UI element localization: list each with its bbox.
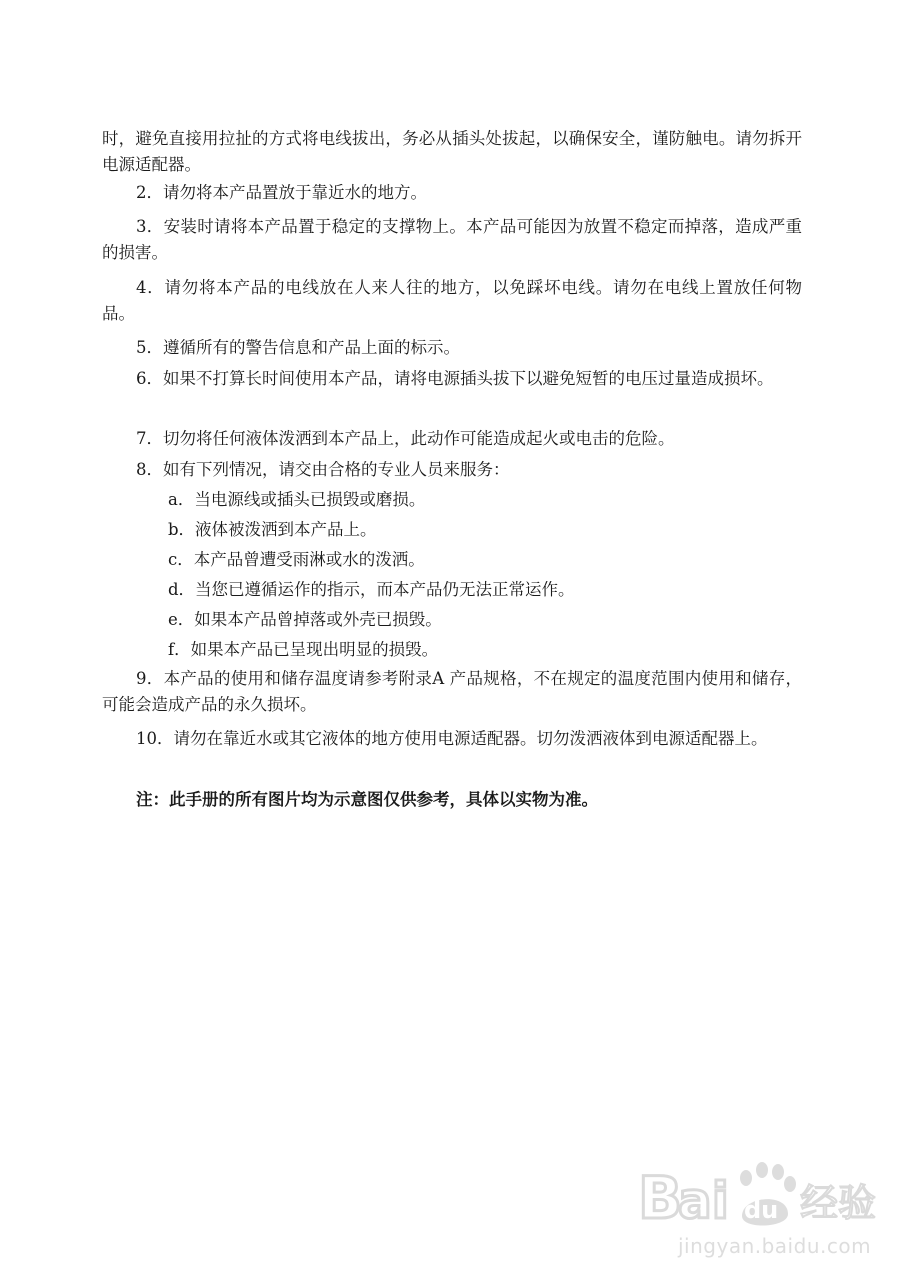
paragraph-item-8: 8．如有下列情况，请交由合格的专业人员来服务： [136, 460, 510, 479]
note-text: 注：此手册的所有图片均为示意图仅供参考，具体以实物为准。 [136, 790, 598, 809]
svg-text:B: B [638, 1164, 683, 1232]
svg-text:du: du [744, 1196, 779, 1224]
svg-text:ai: ai [678, 1172, 729, 1230]
paragraph-item-10: 10．请勿在靠近水或其它液体的地方使用电源适配器。切勿泼洒液体到电源适配器上。 [136, 729, 768, 748]
paragraph-item-6: 6．如果不打算长时间使用本产品，请将电源插头拔下以避免短暂的电压过量造成损坏。 [136, 369, 774, 388]
sub-item-f: f．如果本产品已呈现出明显的损毁。 [168, 640, 439, 659]
sub-item-d: d．当您已遵循运作的指示，而本产品仍无法正常运作。 [168, 580, 575, 599]
sub-item-b: b．液体被泼洒到本产品上。 [168, 520, 377, 539]
baidu-logo-icon [638, 1156, 888, 1236]
paragraph-item-3: 3．安装时请将本产品置于稳定的支撑物上。本产品可能因为放置不稳定而掉落，造成严重的损害。 [102, 217, 802, 262]
paragraph-item-5: 5．遵循所有的警告信息和产品上面的标示。 [136, 338, 460, 357]
paragraph-item-4: 4．请勿将本产品的电线放在人来人往的地方，以免踩坏电线。请勿在电线上置放任何物品。 [102, 278, 802, 323]
paragraph-item-2: 2．请勿将本产品置放于靠近水的地方。 [136, 183, 427, 202]
watermark-url: jingyan.baidu.com [678, 1234, 872, 1258]
sub-item-c: c．本产品曾遭受雨淋或水的泼洒。 [168, 550, 425, 569]
svg-text:经验: 经验 [800, 1181, 877, 1225]
baidu-jingyan-watermark [638, 1156, 888, 1266]
sub-item-a: a．当电源线或插头已损毁或磨损。 [168, 490, 426, 509]
sub-item-e: e．如果本产品曾掉落或外壳已损毁。 [168, 610, 442, 629]
paragraph-item-9: 9．本产品的使用和储存温度请参考附录A 产品规格，不在规定的温度范围内使用和储存，可能会造成产品的永久损坏。 [102, 669, 802, 714]
paragraph-item-7: 7．切勿将任何液体泼洒到本产品上，此动作可能造成起火或电击的危险。 [136, 429, 675, 448]
paragraph-continuation: 时，避免直接用拉扯的方式将电线拔出，务必从插头处拔起，以确保安全，谨防触电。请勿拆开电源适配器。 [102, 129, 802, 174]
